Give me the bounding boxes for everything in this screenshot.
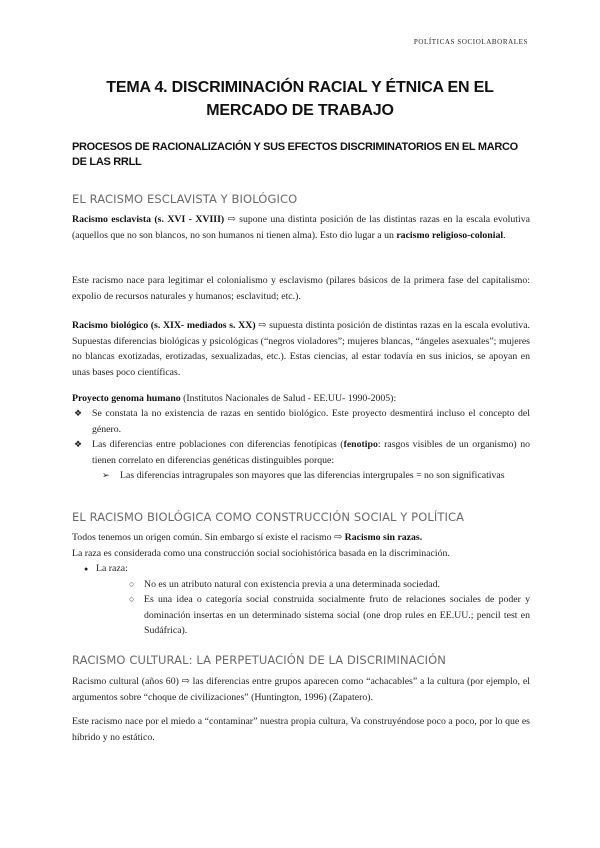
list-item <box>72 437 530 468</box>
circle-bullet-icon: ○ <box>129 578 135 589</box>
list-item-text: : rasgos visibles de un organismo) no tienen correlato en diferencias genéticas distinguibles porque: <box>92 439 531 466</box>
title-line-1: TEMA 4. DISCRIMINACIÓN RACIAL Y ÉTNICA EN EL <box>106 79 494 96</box>
paragraph-end: . <box>503 229 506 241</box>
paragraph-text: ⇨ supuesta distinta posición de distintas razas en la escala evolutiva. Supuestas diferencias biológicas y psicológicas (“negros violadores”; mujeres blancas, “ángeles asexuales”; mujeres no blancas exotizadas, erotizadas, sexualizadas, etc.). Estas ciencias, al estar todavía en sus inicios, se apoyan en unas bases poco científicas. <box>72 320 530 378</box>
term-racismo-sin-razas: Racismo sin razas. <box>344 532 423 543</box>
paragraph-origen-comun <box>72 530 530 561</box>
genoma-bullet-list <box>72 406 530 484</box>
list-item-text: Es una idea o categoría social construida socialmente fruto de relaciones sociales de poder y dominación insertas en un determinado sistema social (one drop rules en EE.UU.; pencil test en Sudáfrica). <box>144 594 530 637</box>
dot-bullet-icon: ● <box>84 565 89 573</box>
term-racismo-religioso: racismo religioso-colonial <box>396 229 504 241</box>
paragraph-racismo-cultural: Racismo cultural (años 60) ⇨ las diferencias entre grupos aparecen como “achacables” a la cultura (por ejemplo, el argumentos sobre “choque de civilizaciones” (Huntington, 1996) (Zapatero). <box>72 676 530 703</box>
term-racismo-biologico: Racismo biológico (s. XIX- mediados s. XX) <box>72 320 256 331</box>
list-item-text: Las diferencias intragrupales son mayores que las diferencias intergrupales = no son significativas <box>120 470 505 482</box>
paragraph-text: ⇨ supone una distinta posición de las distintas razas en la escala evolutiva (aquellos que no son blancos, no son humanos ni tienen alma). Esto dio lugar a un <box>72 214 530 241</box>
list-item-text: No es un atributo natural con existencia previa a una determinada sociedad. <box>144 578 440 590</box>
list-item <box>72 406 530 437</box>
arrow-bullet-icon: ➢ <box>102 470 110 481</box>
paragraph-racismo-biologico <box>72 318 530 380</box>
paragraph-line: La raza es considerada como una construcción social sociohistórica basada en la discriminación. <box>72 547 450 559</box>
list-item-text: Las diferencias entre poblaciones con diferencias fenotípicas ( <box>92 439 344 451</box>
section-heading-3: RACISMO CULTURAL: LA PERPETUACIÓN DE LA DISCRIMINACIÓN <box>72 653 446 667</box>
paragraph-text: (Institutos Nacionales de Salud - EE.UU- 1990-2005): <box>180 393 397 404</box>
section-heading-2: EL RACISMO BIOLÓGICA COMO CONSTRUCCIÓN SOCIAL Y POLÍTICA <box>72 510 465 524</box>
term-fenotipo: fenotipo <box>343 439 378 451</box>
paragraph-contaminar: Este racismo nace por el miedo a “contaminar” nuestra propia cultura, Va construyéndose poco a poco, por lo que es híbrido y no estático. <box>72 716 530 743</box>
diamond-bullet-icon: ❖ <box>74 408 83 418</box>
subtitle: PROCESOS DE RACIONALIZACIÓN Y SUS EFECTOS DISCRIMINATORIOS EN EL MARCO DE LAS RRLL <box>72 141 518 168</box>
list-item-text: Se constata la no existencia de razas en sentido biológico. Este proyecto desmentirá incluso el concepto del género. <box>92 408 530 435</box>
section-heading-1: EL RACISMO ESCLAVISTA Y BIOLÓGICO <box>72 192 298 206</box>
running-header: POLÍTICAS SOCIOLABORALES <box>413 38 528 46</box>
raza-bullet-list <box>72 561 530 639</box>
title-line-2: MERCADO DE TRABAJO <box>206 102 394 119</box>
sub-list-item <box>72 577 530 593</box>
sub-list-item <box>72 592 530 639</box>
term-racismo-esclavista: Racismo esclavista (s. XVI - XVIII) <box>72 214 225 225</box>
paragraph-genoma <box>72 391 530 407</box>
paragraph-text: Todos tenemos un origen común. Sin embargo sí existe el racismo ⇨ <box>72 532 345 543</box>
page-title <box>60 76 540 122</box>
paragraph-line <box>72 530 530 546</box>
sub-list-item <box>72 468 530 484</box>
paragraph-colonialismo: Este racismo nace para legitimar el colonialismo y esclavismo (pilares básicos de la primera fase del capitalismo: expolio de recursos naturales y humanos; esclavitud; etc.). <box>72 275 530 302</box>
list-item <box>72 561 530 577</box>
list-item-text: La raza: <box>96 563 128 574</box>
paragraph-racismo-esclavista <box>72 212 530 243</box>
term-proyecto-genoma: Proyecto genoma humano <box>72 393 181 404</box>
diamond-bullet-icon: ❖ <box>74 439 83 450</box>
circle-bullet-icon: ○ <box>129 594 135 605</box>
